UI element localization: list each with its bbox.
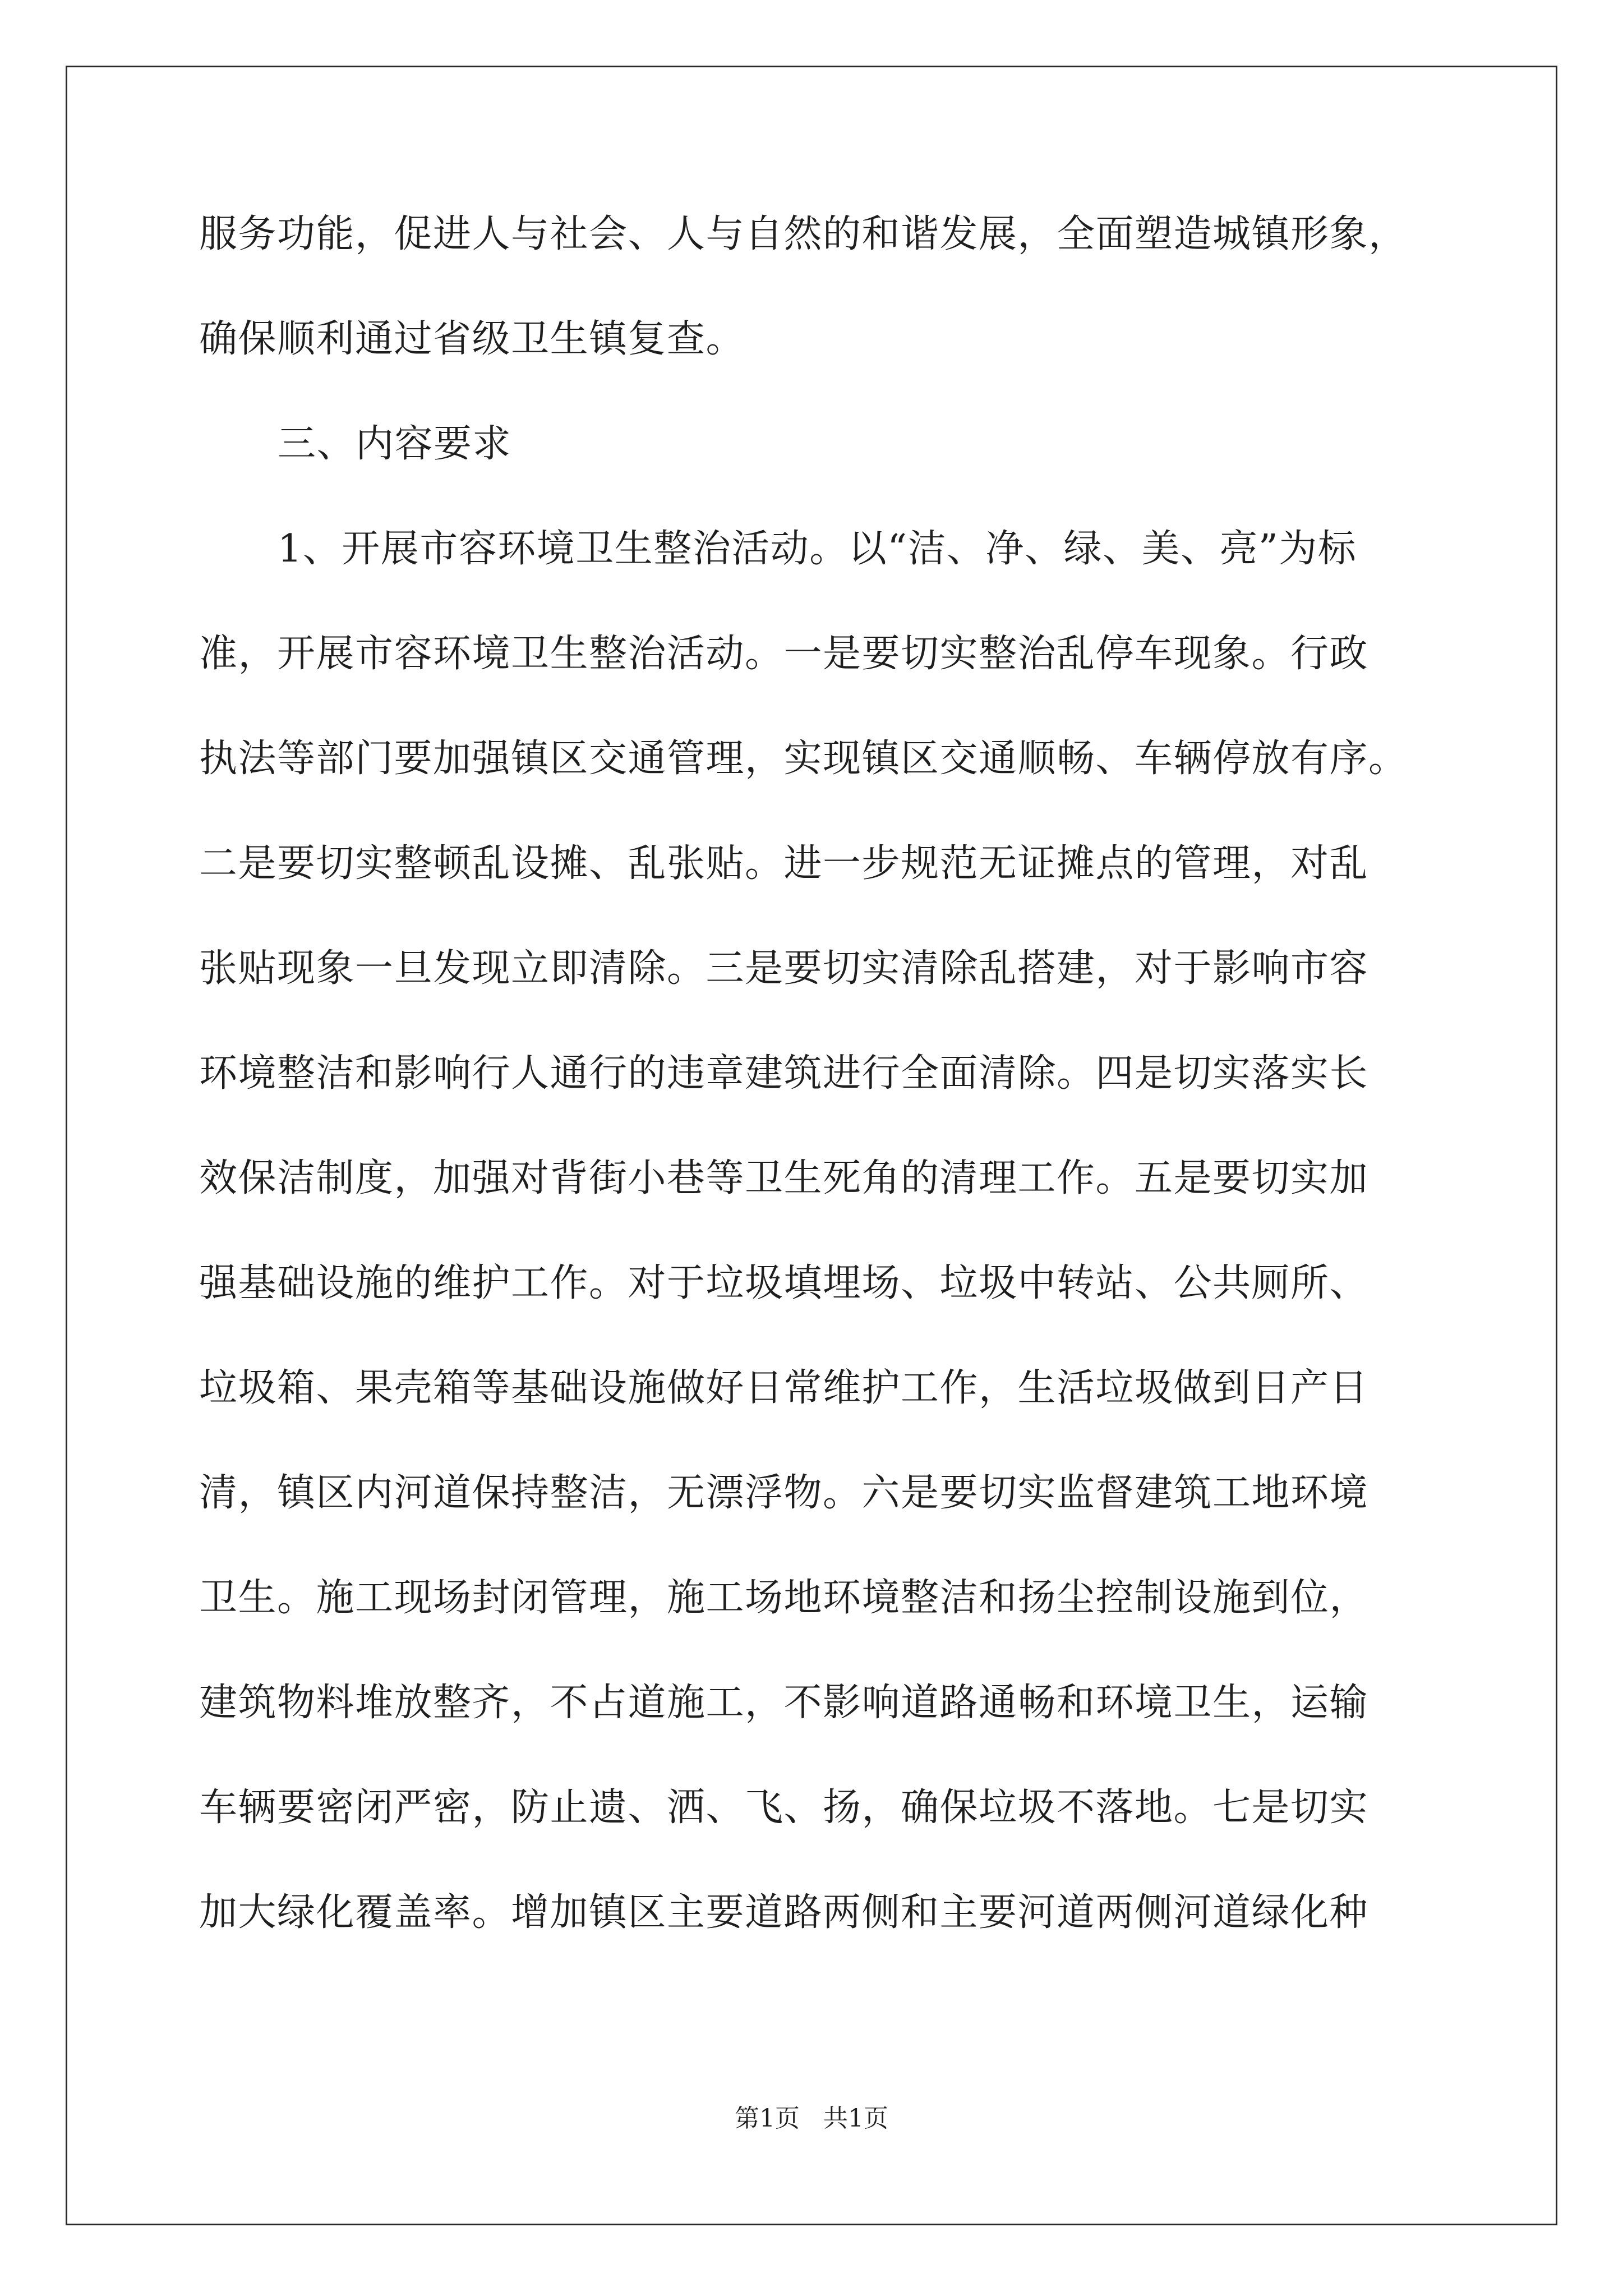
document-body	[199, 212, 1455, 1999]
text-line: 建筑物料堆放整齐，不占道施工，不影响道路通畅和环境卫生，运输	[199, 1681, 1369, 1725]
text-line: 二是要切实整顿乱设摊、乱张贴。进一步规范无证摊点的管理，对乱	[199, 841, 1369, 886]
text-line: 环境整洁和影响行人通行的违章建筑进行全面清除。四是切实落实长	[199, 1051, 1369, 1096]
text-line: 三、内容要求	[278, 422, 512, 466]
text-line: 准，开展市容环境卫生整治活动。一是要切实整治乱停车现象。行政	[199, 632, 1369, 676]
text-line: 确保顺利通过省级卫生镇复查。	[199, 317, 745, 361]
text-line: 垃圾箱、果壳箱等基础设施做好日常维护工作，生活垃圾做到日产日	[199, 1366, 1369, 1410]
text-line: 车辆要密闭严密，防止遗、洒、飞、扬，确保垃圾不落地。七是切实	[199, 1786, 1369, 1830]
text-line: 效保洁制度，加强对背街小巷等卫生死角的清理工作。五是要切实加	[199, 1156, 1369, 1200]
page-footer: 第1页 共1页	[735, 2104, 888, 2133]
text-line: 张贴现象一旦发现立即清除。三是要切实清除乱搭建，对于影响市容	[199, 946, 1369, 991]
text-line: 1、开展市容环境卫生整治活动。以“洁、净、绿、美、亮”为标	[278, 527, 1357, 571]
text-line: 服务功能，促进人与社会、人与自然的和谐发展，全面塑造城镇形象，	[199, 212, 1408, 256]
text-line: 强基础设施的维护工作。对于垃圾填埋场、垃圾中转站、公共厕所、	[199, 1261, 1369, 1305]
text-line: 执法等部门要加强镇区交通管理，实现镇区交通顺畅、车辆停放有序。	[199, 737, 1408, 781]
text-line: 清，镇区内河道保持整洁，无漂浮物。六是要切实监督建筑工地环境	[199, 1471, 1369, 1515]
text-line: 加大绿化覆盖率。增加镇区主要道路两侧和主要河道两侧河道绿化种	[199, 1890, 1369, 1935]
text-line: 卫生。施工现场封闭管理，施工场地环境整洁和扬尘控制设施到位，	[199, 1576, 1369, 1620]
